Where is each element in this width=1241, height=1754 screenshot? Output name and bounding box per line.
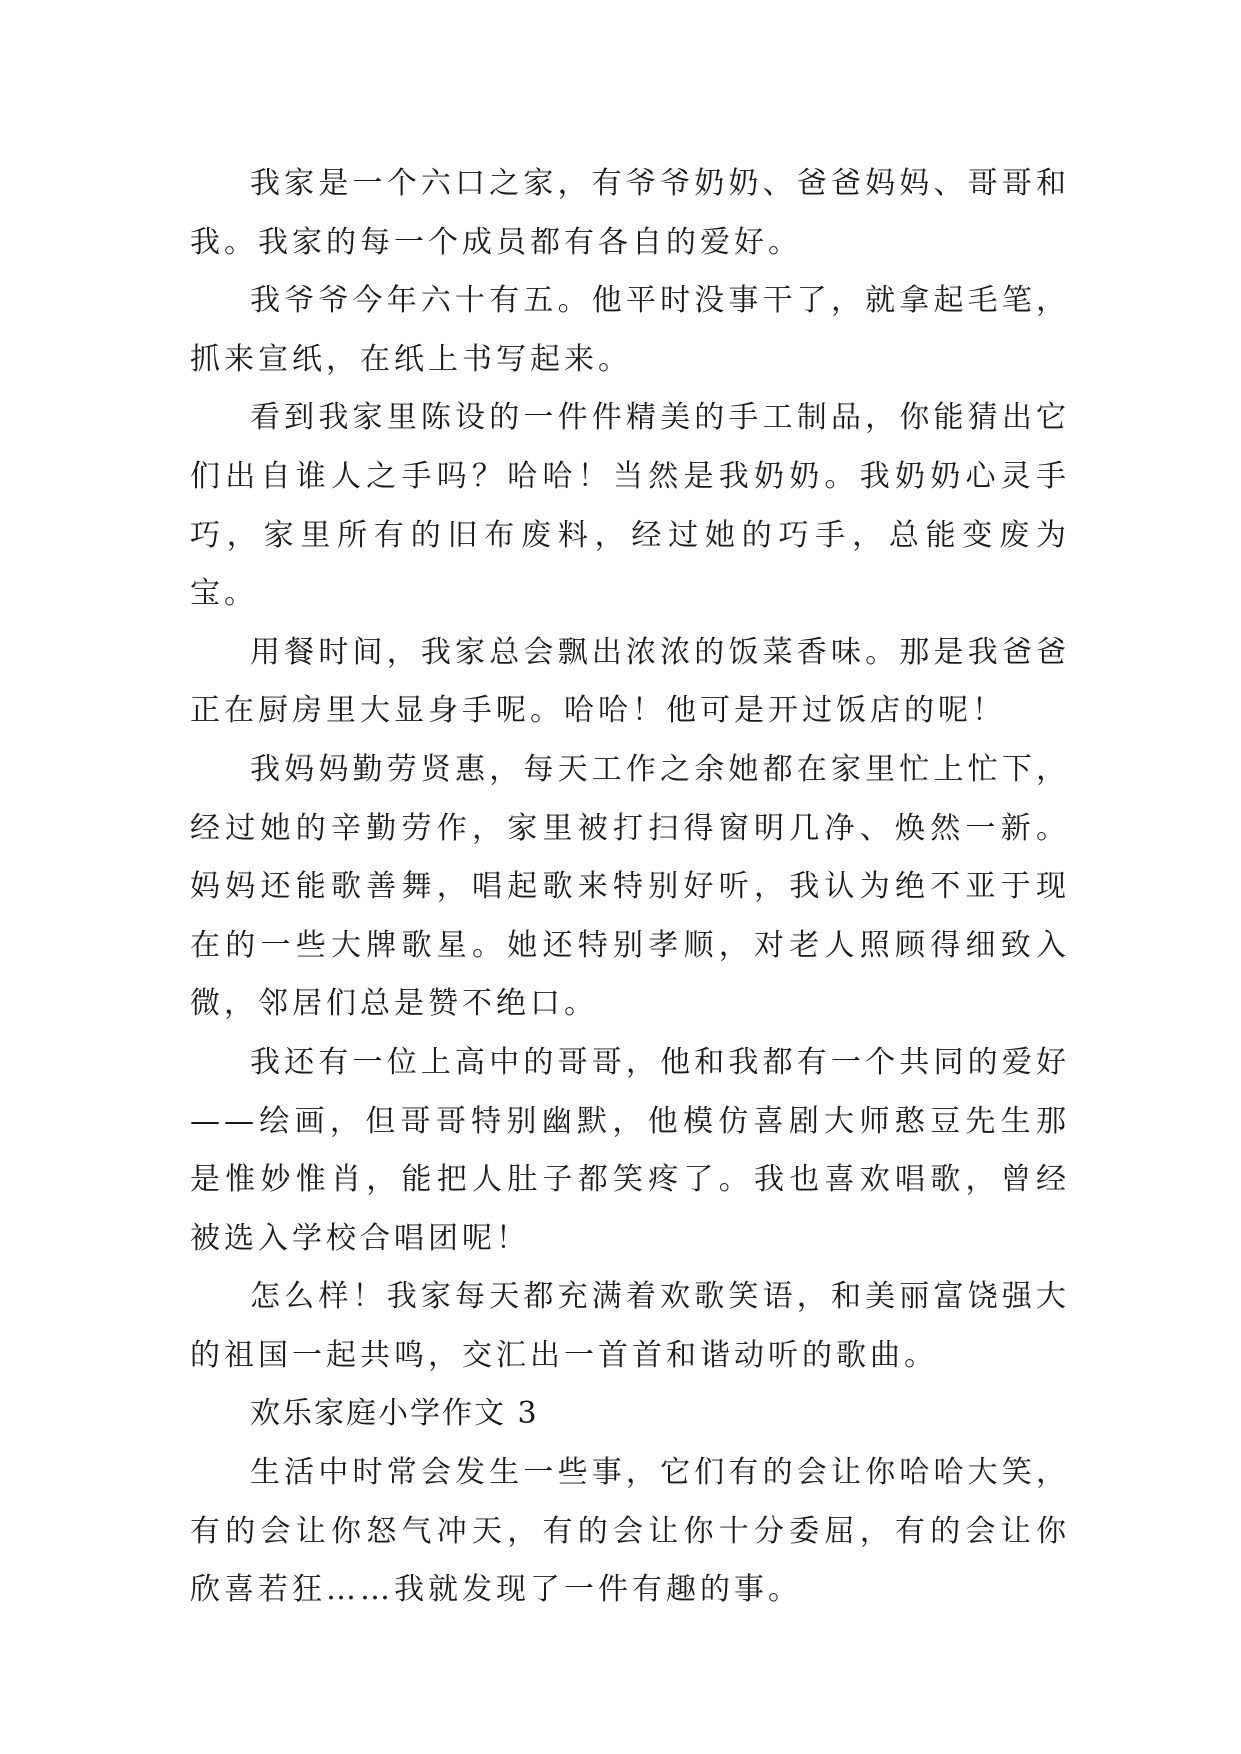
paragraph-essay3-intro: 生活中时常会发生一些事，它们有的会让你哈哈大笑，有的会让你怒气冲天，有的会让你十分委屈，有的会让你欣喜若狂……我就发现了一件有趣的事。 <box>190 1455 1070 1608</box>
document-body <box>190 155 1070 1620</box>
essay-heading: 欢乐家庭小学作文 3 <box>250 1396 539 1432</box>
paragraph-brother: 我还有一位上高中的哥哥，他和我都有一个共同的爱好——绘画，但哥哥特别幽默，他模仿喜剧大师憨豆先生那是惟妙惟肖，能把人肚子都笑疼了。我也喜欢唱歌，曾经被选入学校合唱团呢！ <box>190 1044 1070 1256</box>
paragraph-mom: 我妈妈勤劳贤惠，每天工作之余她都在家里忙上忙下，经过她的辛勤劳作，家里被打扫得窗明几净、焕然一新。妈妈还能歌善舞，唱起歌来特别好听，我认为绝不亚于现在的一些大牌歌星。她还特别孝顺，对老人照顾得细致入微，邻居们总是赞不绝口。 <box>190 751 1070 1022</box>
paragraph-family-intro: 我家是一个六口之家，有爷爷奶奶、爸爸妈妈、哥哥和我。我家的每一个成员都有各自的爱好。 <box>190 166 1070 260</box>
paragraph-grandpa: 我爷爷今年六十有五。他平时没事干了，就拿起毛笔，抓来宣纸，在纸上书写起来。 <box>190 283 1070 377</box>
paragraph-conclusion: 怎么样！我家每天都充满着欢歌笑语，和美丽富饶强大的祖国一起共鸣，交汇出一首首和谐动听的歌曲。 <box>190 1279 1070 1373</box>
paragraph-dad: 用餐时间，我家总会飘出浓浓的饭菜香味。那是我爸爸正在厨房里大显身手呢。哈哈！他可是开过饭店的呢！ <box>190 634 1070 729</box>
paragraph-grandma: 看到我家里陈设的一件件精美的手工制品，你能猜出它们出自谁人之手吗？哈哈！当然是我奶奶。我奶奶心灵手巧，家里所有的旧布废料，经过她的巧手，总能变废为宝。 <box>190 400 1070 612</box>
